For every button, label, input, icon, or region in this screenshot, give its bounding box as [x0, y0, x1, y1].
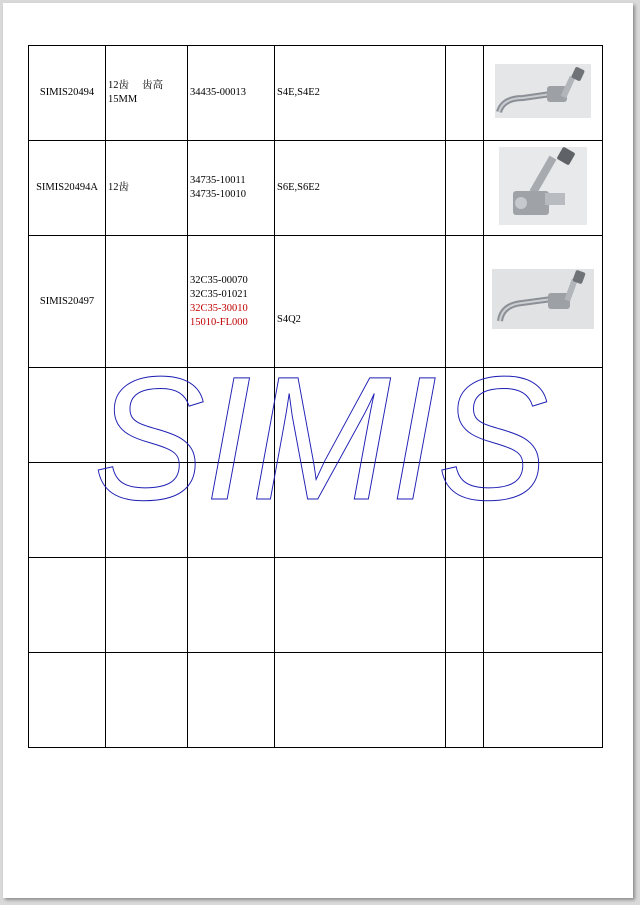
empty-cell [484, 653, 603, 748]
empty-cell [188, 558, 275, 653]
oil-pump-photo [492, 269, 594, 329]
empty-cell [484, 368, 603, 463]
table-row [29, 46, 603, 141]
empty-cell [29, 463, 106, 558]
oem-number: 34435-00013 [190, 87, 246, 98]
photo-cell [484, 46, 603, 141]
engine-model-cell: S4Q2 [275, 236, 446, 368]
empty-cell [188, 463, 275, 558]
table-row [29, 653, 603, 748]
photo-cell [484, 141, 603, 236]
empty-cell [106, 463, 188, 558]
empty-cell [484, 463, 603, 558]
engine-model-cell: S6E,S6E2 [275, 141, 446, 236]
spec-line: 15MM [108, 94, 138, 105]
empty-cell [188, 368, 275, 463]
watermark-text: SIMIS [93, 341, 549, 537]
empty-cell [29, 368, 106, 463]
table-row [29, 368, 603, 463]
table-row [29, 236, 603, 368]
empty-cell [275, 558, 446, 653]
empty-cell [275, 653, 446, 748]
table-row [29, 558, 603, 653]
spec-line: 12齿 [108, 182, 129, 193]
oil-pump-photo [499, 147, 587, 225]
oil-pump-photo [495, 64, 591, 118]
oem-number: 34735-10010 [190, 189, 246, 200]
empty-cell [484, 558, 603, 653]
spec-cell [106, 141, 188, 236]
part-id-cell: SIMIS20494 [29, 46, 106, 141]
empty-cell [275, 368, 446, 463]
empty-cell [446, 463, 484, 558]
empty-cell [446, 368, 484, 463]
table-row [29, 141, 603, 236]
part-id-cell: SIMIS20497 [29, 236, 106, 368]
oem-numbers-cell [188, 46, 275, 141]
engine-model-cell: S4E,S4E2 [275, 46, 446, 141]
empty-cell [106, 653, 188, 748]
blank-cell [446, 141, 484, 236]
empty-cell [275, 463, 446, 558]
blank-cell [446, 236, 484, 368]
oem-number: 32C35-01021 [190, 288, 248, 300]
oem-number-highlighted: 15010-FL000 [190, 316, 248, 328]
document-page [3, 3, 633, 898]
empty-cell [106, 558, 188, 653]
spec-line: 12齿 齿高 [108, 80, 164, 91]
oem-number-highlighted: 32C35-30010 [190, 302, 248, 314]
table-row [29, 463, 603, 558]
spec-cell [106, 236, 188, 368]
oem-numbers-cell [188, 141, 275, 236]
empty-cell [29, 558, 106, 653]
empty-cell [106, 368, 188, 463]
part-id-cell: SIMIS20494A [29, 141, 106, 236]
empty-cell [29, 653, 106, 748]
spec-cell [106, 46, 188, 141]
empty-cell [446, 558, 484, 653]
photo-cell [484, 236, 603, 368]
oem-number: 34735-10011 [190, 175, 246, 186]
parts-table [28, 45, 603, 748]
oem-number: 32C35-00070 [190, 274, 248, 286]
empty-cell [188, 653, 275, 748]
empty-cell [446, 653, 484, 748]
oem-numbers-cell [188, 236, 275, 368]
blank-cell [446, 46, 484, 141]
